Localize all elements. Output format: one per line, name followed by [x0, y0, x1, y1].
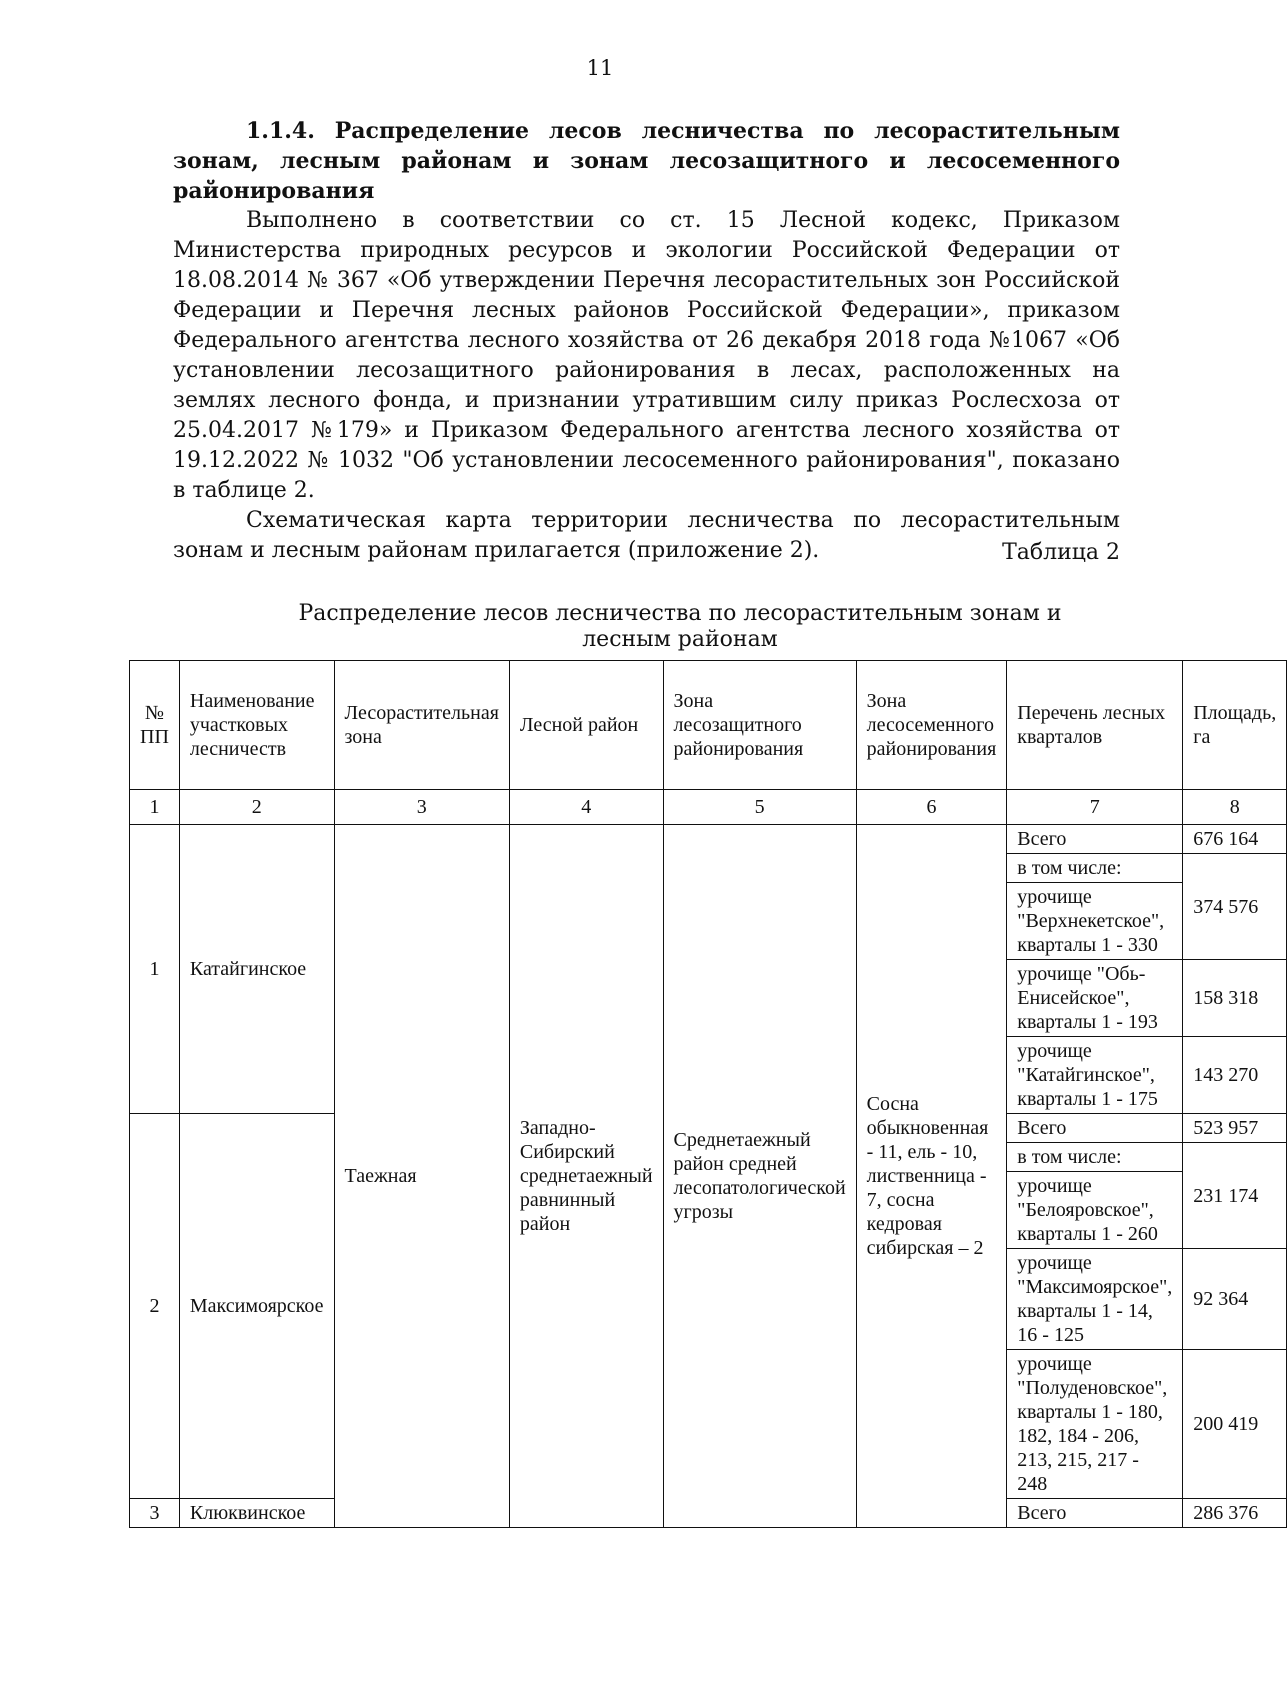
- total-label: Всего: [1007, 1499, 1183, 1528]
- intro-section: [173, 116, 1120, 566]
- vegetation-zone: Таежная: [334, 825, 509, 1528]
- total-area: 286 376: [1183, 1499, 1287, 1528]
- header-cell: Зона лесозащитного районирования: [663, 661, 856, 790]
- header-cell: Перечень лесных кварталов: [1007, 661, 1183, 790]
- tract-area: 158 318: [1183, 960, 1287, 1037]
- tract-area: 143 270: [1183, 1037, 1287, 1114]
- column-number-cell: 1: [130, 790, 180, 825]
- paragraph-2: Схематическая карта территории лесничества по лесорастительным зонам и лесным районам прилагается (приложение 2).: [173, 508, 1120, 563]
- tract-name: урочище "Верхнекетское", кварталы 1 - 330: [1007, 883, 1183, 960]
- total-area: 676 164: [1183, 825, 1287, 854]
- page-number: 11: [586, 56, 614, 80]
- paragraph-1: Выполнено в соответствии со ст. 15 Лесной кодекс, Приказом Министерства природных ресурсов и экологии Российской Федерации от 18.08.2014 № 367 «Об утверждении Перечня лесорастительных зон Российской Федерации и Перечня лесных районов Российской Федерации», приказом Федерального агентства лесного хозяйства от 26 декабря 2018 года №1067 «Об установлении лесозащитного районирования в лесах, расположенных на землях лесного фонда, и признании утратившим силу приказ Рослесхоза от 25.04.2017 №179» и Приказом Федерального агентства лесного хозяйства от 19.12.2022 № 1032 "Об установлении лесосеменного районирования", показано в таблице 2.: [173, 208, 1120, 503]
- table-row: [130, 825, 1287, 854]
- total-label: Всего: [1007, 825, 1183, 854]
- forestry-number: 2: [130, 1114, 180, 1499]
- column-number-cell: 5: [663, 790, 856, 825]
- tract-name: урочище "Обь-Енисейское", кварталы 1 - 193: [1007, 960, 1183, 1037]
- column-number-cell: 3: [334, 790, 509, 825]
- tract-name: урочище "Полуденовское", кварталы 1 - 180, 182, 184 - 206, 213, 215, 217 - 248: [1007, 1350, 1183, 1499]
- total-label: Всего: [1007, 1114, 1183, 1143]
- forestry-name: Катайгинское: [179, 825, 334, 1114]
- tract-name: урочище "Максимоярское", кварталы 1 - 14, 16 - 125: [1007, 1249, 1183, 1350]
- header-cell: № ПП: [130, 661, 180, 790]
- tract-area: 231 174: [1183, 1143, 1287, 1249]
- column-number-cell: 7: [1007, 790, 1183, 825]
- column-number-cell: 8: [1183, 790, 1287, 825]
- tract-area: 200 419: [1183, 1350, 1287, 1499]
- forestry-name: Максимоярское: [179, 1114, 334, 1499]
- header-cell: Наименование участковых лесничеств: [179, 661, 334, 790]
- header-cell: Лесной район: [509, 661, 663, 790]
- forest-distribution-table: [129, 660, 1287, 1528]
- table-header-row: [130, 661, 1287, 790]
- column-number-row: [130, 790, 1287, 825]
- table-label: Таблица 2: [1002, 540, 1120, 565]
- forestry-number: 3: [130, 1499, 180, 1528]
- including-label: в том числе:: [1007, 1143, 1183, 1172]
- including-label: в том числе:: [1007, 854, 1183, 883]
- forest-region: Западно-Сибирский среднетаежный равнинный район: [509, 825, 663, 1528]
- tract-name: урочище "Белояровское", кварталы 1 - 260: [1007, 1172, 1183, 1249]
- tract-area: 92 364: [1183, 1249, 1287, 1350]
- column-number-cell: 6: [856, 790, 1007, 825]
- tract-area: 374 576: [1183, 854, 1287, 960]
- forestry-number: 1: [130, 825, 180, 1114]
- column-number-cell: 2: [179, 790, 334, 825]
- forestry-name: Клюквинское: [179, 1499, 334, 1528]
- section-heading: 1.1.4. Распределение лесов лесничества по лесорастительным зонам, лесным районам и зонам лесозащитного и лесосеменного районирования: [173, 118, 1120, 204]
- total-area: 523 957: [1183, 1114, 1287, 1143]
- protection-zone: Среднетаежный район средней лесопатологической угрозы: [663, 825, 856, 1528]
- tract-name: урочище "Катайгинское", кварталы 1 - 175: [1007, 1037, 1183, 1114]
- header-cell: Площадь, га: [1183, 661, 1287, 790]
- header-cell: Лесорастительная зона: [334, 661, 509, 790]
- column-number-cell: 4: [509, 790, 663, 825]
- seed-zone: Сосна обыкновенная - 11, ель - 10, лиственница - 7, сосна кедровая сибирская – 2: [856, 825, 1007, 1528]
- table-title: Распределение лесов лесничества по лесорастительным зонам и лесным районам: [298, 601, 1062, 652]
- header-cell: Зона лесосеменного районирования: [856, 661, 1007, 790]
